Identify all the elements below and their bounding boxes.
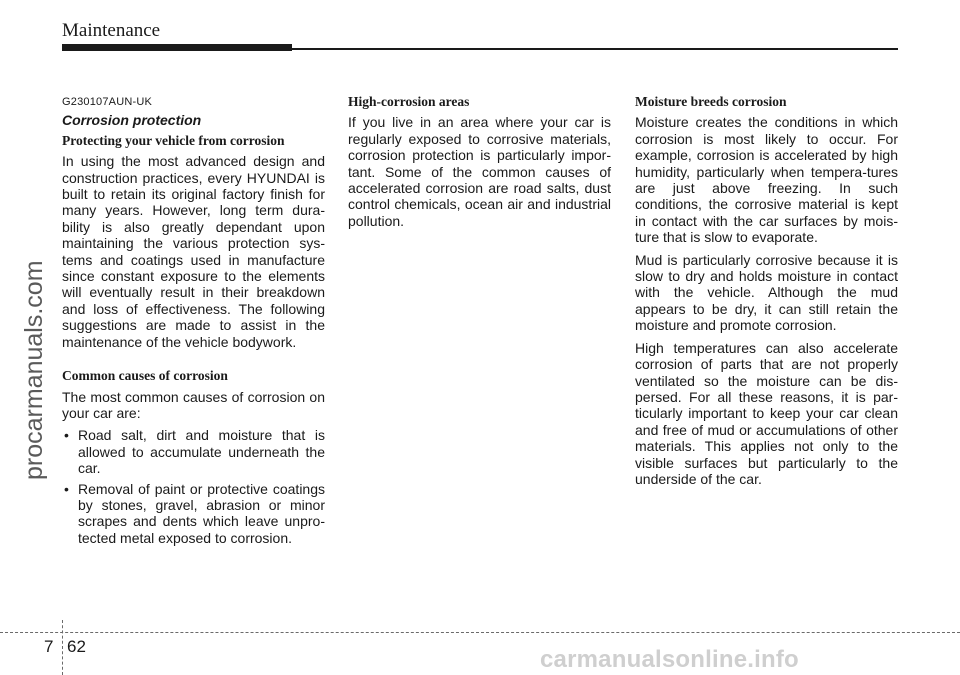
column-3 [635,94,898,493]
paragraph-moisture-2: Mud is particularly corrosive because it is slow to dry and holds moisture in contact with the vehicle. Although the mud appears to be dry, it can still retain the moisture and promote corrosion. [635,251,898,334]
paragraph-protecting: In using the most advanced design and construction practices, every HYUNDAI is built to retain its original factory finish for many years. However, long term dura-bility is also greatly dependant upon maintaining the various protection sys-tems and coatings used in manufacture since constant exposure to the elements will eventually result in their breakdown and loss of effectiveness. The following suggestions are made to assist in the maintenance of the vehicle bodywork. [62,153,325,350]
list-item-text: Removal of paint or protective coatings by stones, gravel, abrasion or minor scrapes and dents which leave unpro-tected metal exposed to corrosion. [78,480,325,546]
section-title: Corrosion protection [62,112,202,129]
side-watermark: procarmanuals.com [20,260,48,480]
page-header-title: Maintenance [62,20,161,41]
paragraph-common-causes: The most common causes of corrosion on your car are: [62,388,325,421]
page-number: 62 [67,637,86,656]
list-item [62,427,325,476]
subheading-common-causes: Common causes of corrosion [62,368,228,384]
header-rule-accent [62,44,292,51]
paragraph-moisture-1: Moisture creates the conditions in which corrosion is most likely to occur. For example, corrosion is accelerated by high humidity, particularly when tempera-tures are just above freezing. In such conditions, the corrosive material is kept in contact with the car surfaces by mois-ture that is slow to evaporate. [635,114,898,246]
bullet-icon: • [64,427,69,444]
subheading-protecting: Protecting your vehicle from corrosion [62,132,285,148]
subheading-high-corrosion: High-corrosion areas [348,94,470,109]
column-1 [62,94,325,550]
paragraph-moisture-3: High temperatures can also accelerate corrosion of parts that are not properly ventilated so the moisture can be dis-persed. For all these reasons, it is par-ticularly important to keep your car clean and free of mud or accumulations of other materials. This applies not only to the visible surfaces but particularly to the underside of the car. [635,339,898,487]
footer-divider [62,620,63,675]
list-item-text: Road salt, dirt and moisture that is allowed to accumulate underneath the car. [78,427,325,477]
footer-rule [0,632,960,633]
footer-watermark: carmanualsonline.info [540,646,799,673]
subheading-moisture: Moisture breeds corrosion [635,94,787,109]
chapter-number: 7 [44,637,54,656]
list-item [62,481,325,547]
section-code: G230107AUN-UK [62,96,153,108]
bullet-icon: • [64,480,69,497]
paragraph-high-corrosion: If you live in an area where your car is regularly exposed to corrosive materials, corrosion protection is particularly impor-tant. Some of the common causes of accelerated corrosion are road salts, dust control chemicals, ocean air and industrial pollution. [348,114,611,229]
column-2 [348,94,611,235]
causes-list [62,427,325,546]
